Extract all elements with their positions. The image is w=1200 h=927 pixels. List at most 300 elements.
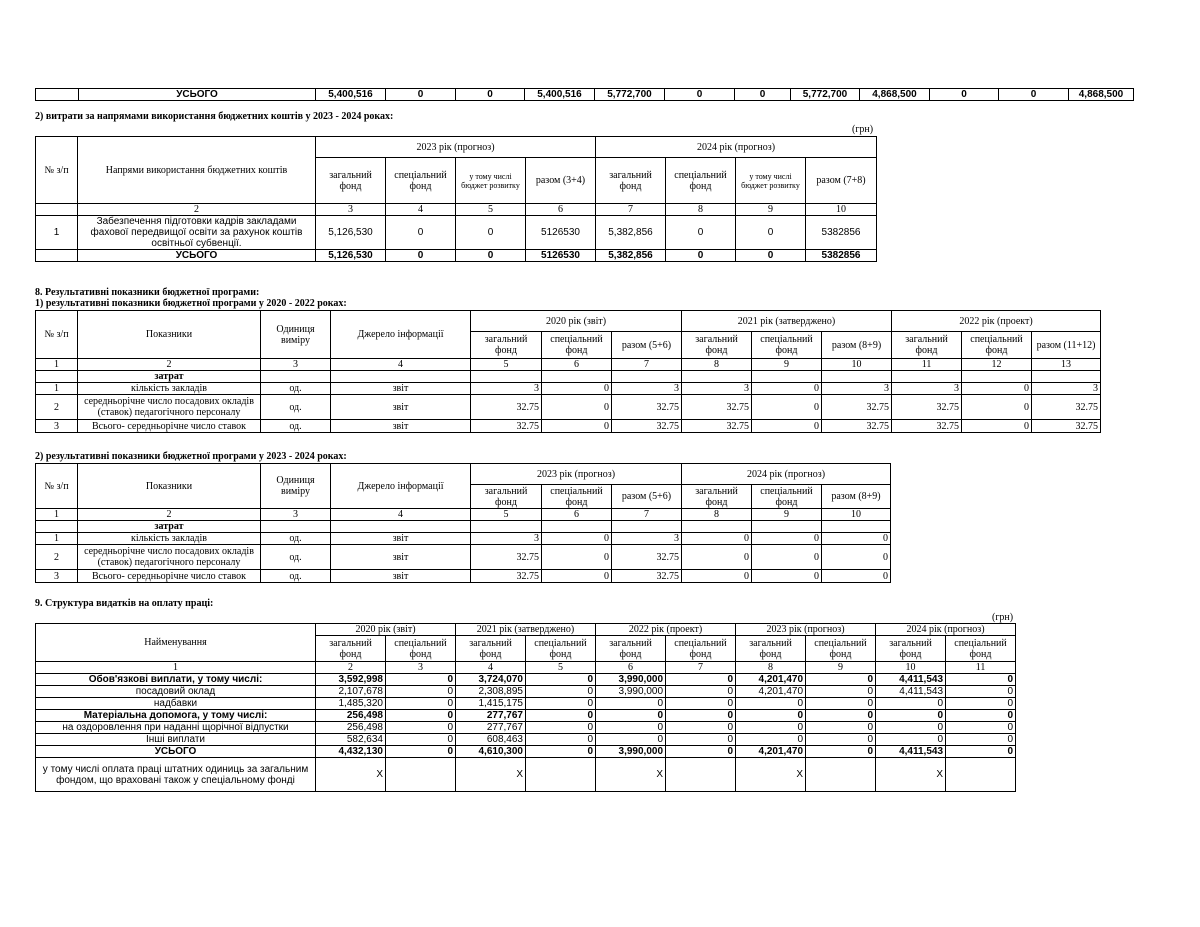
value-cell: 0: [876, 722, 946, 734]
value-cell: 0: [962, 420, 1032, 433]
value-cell: 5,772,700: [595, 89, 665, 101]
total-label: УСЬОГО: [78, 250, 316, 262]
value-cell: 32.75: [1032, 395, 1101, 420]
x-mark: X: [876, 758, 946, 792]
value-cell: 0: [542, 395, 612, 420]
col-number: 2: [78, 204, 316, 216]
value-cell: 0: [596, 710, 666, 722]
value-cell: 0: [962, 383, 1032, 395]
column-numbers-row: [36, 662, 1016, 674]
value-cell: 0: [822, 533, 891, 545]
column-numbers-row: [36, 509, 891, 521]
row-name: кількість закладів: [78, 383, 261, 395]
value-cell: 3: [471, 383, 542, 395]
value-cell: 32.75: [612, 570, 682, 583]
value-cell: 0: [946, 698, 1016, 710]
value-cell: 0: [666, 250, 736, 262]
col-number: 8: [682, 359, 752, 371]
sub-header: разом (3+4): [526, 158, 596, 204]
value-cell: 3: [612, 383, 682, 395]
sub-header: разом (7+8): [806, 158, 877, 204]
year-header: 2020 рік (звіт): [316, 624, 456, 636]
col-number: 7: [596, 204, 666, 216]
table-row: [36, 420, 1101, 433]
group-label: затрат: [78, 521, 261, 533]
value-cell: 5,772,700: [791, 89, 860, 101]
col-number: 4: [331, 509, 471, 521]
table-row: [36, 216, 877, 250]
value-cell: 0: [876, 698, 946, 710]
value-cell: 4,411,543: [876, 686, 946, 698]
col-number: 3: [386, 662, 456, 674]
value-cell: 0: [386, 686, 456, 698]
col-number: 3: [316, 204, 386, 216]
value-cell: 3: [612, 533, 682, 545]
row-num: 3: [36, 420, 78, 433]
value-cell: 0: [456, 89, 525, 101]
year-header: 2022 рік (проект): [596, 624, 736, 636]
sub-header: спеціальний фонд: [666, 636, 736, 662]
value-cell: 0: [946, 686, 1016, 698]
sub-header: загальний фонд: [316, 636, 386, 662]
value-cell: 4,610,300: [456, 746, 526, 758]
col-number: 6: [542, 509, 612, 521]
col-number: 6: [596, 662, 666, 674]
sub-header: спеціальний фонд: [386, 636, 456, 662]
currency-unit: (грн): [852, 124, 874, 135]
section-subheading: 1) результативні показники бюджетної програми у 2020 - 2022 роках:: [35, 298, 347, 309]
sub-header: загальний фонд: [471, 332, 542, 359]
value-cell: 256,498: [316, 710, 386, 722]
indicators-2023-2024-table: [35, 463, 891, 583]
value-cell: 5,400,516: [525, 89, 595, 101]
value-cell: 0: [752, 533, 822, 545]
value-cell: 1,415,175: [456, 698, 526, 710]
total-label: УСЬОГО: [36, 746, 316, 758]
value-cell: 3,724,070: [456, 674, 526, 686]
table-row: [36, 758, 1016, 792]
value-cell: 0: [666, 710, 736, 722]
value-cell: 2,107,678: [316, 686, 386, 698]
row-source: звіт: [331, 570, 471, 583]
year-header: 2021 рік (затверджено): [456, 624, 596, 636]
col-header-num: № з/п: [36, 464, 78, 509]
x-mark: X: [596, 758, 666, 792]
value-cell: 0: [752, 383, 822, 395]
value-cell: 0: [596, 722, 666, 734]
value-cell: 0: [386, 734, 456, 746]
value-cell: 0: [526, 674, 596, 686]
value-cell: 0: [666, 216, 736, 250]
sub-header: спеціальний фонд: [542, 332, 612, 359]
row-source: звіт: [331, 545, 471, 570]
value-cell: 0: [666, 734, 736, 746]
col-number: 7: [612, 359, 682, 371]
value-cell: 2,308,895: [456, 686, 526, 698]
table-row: [36, 383, 1101, 395]
value-cell: 0: [736, 698, 806, 710]
sub-header: загальний фонд: [456, 636, 526, 662]
sub-header: загальний фонд: [471, 485, 542, 509]
section-subheading: 2) результативні показники бюджетної програми у 2023 - 2024 роках:: [35, 451, 347, 462]
col-number: 1: [36, 509, 78, 521]
value-cell: 0: [386, 698, 456, 710]
sub-header: спеціальний фонд: [526, 636, 596, 662]
row-name: Всього- середньорічне число ставок: [78, 570, 261, 583]
sub-header: загальний фонд: [736, 636, 806, 662]
top-total-row: [36, 89, 1134, 101]
row-source: звіт: [331, 420, 471, 433]
col-number: 5: [471, 509, 542, 521]
value-cell: 0: [666, 722, 736, 734]
value-cell: 0: [946, 734, 1016, 746]
value-cell: 32.75: [822, 420, 892, 433]
value-cell: 32.75: [612, 395, 682, 420]
sub-header: загальний фонд: [682, 485, 752, 509]
col-number: 3: [261, 509, 331, 521]
value-cell: 5,382,856: [596, 250, 666, 262]
value-cell: 32.75: [471, 570, 542, 583]
value-cell: 0: [526, 698, 596, 710]
value-cell: 0: [806, 686, 876, 698]
value-cell: 5,126,530: [316, 216, 386, 250]
table-row: [36, 710, 1016, 722]
value-cell: 0: [386, 722, 456, 734]
col-number: 5: [471, 359, 542, 371]
col-number: 4: [331, 359, 471, 371]
col-header-source: Джерело інформації: [331, 464, 471, 509]
value-cell: 0: [736, 710, 806, 722]
year-header: 2024 рік (прогноз): [682, 464, 891, 485]
value-cell: 0: [665, 89, 735, 101]
sub-header: загальний фонд: [316, 158, 386, 204]
row-source: звіт: [331, 533, 471, 545]
section-heading: 2) витрати за напрямами використання бюджетних коштів у 2023 - 2024 роках:: [35, 111, 394, 122]
col-number: 11: [892, 359, 962, 371]
indicators-2020-2022-table: [35, 310, 1101, 433]
row-num: 1: [36, 216, 78, 250]
sub-header: разом (8+9): [822, 332, 892, 359]
value-cell: 0: [526, 686, 596, 698]
value-cell: 0: [806, 734, 876, 746]
sub-header: спеціальний фонд: [946, 636, 1016, 662]
year-header: 2020 рік (звіт): [471, 311, 682, 332]
value-cell: 0: [596, 698, 666, 710]
value-cell: 256,498: [316, 722, 386, 734]
value-cell: 0: [682, 533, 752, 545]
col-number: 11: [946, 662, 1016, 674]
section-heading: 8. Результативні показники бюджетної програми:: [35, 287, 260, 298]
row-name: посадовий оклад: [36, 686, 316, 698]
value-cell: 0: [386, 216, 456, 250]
x-mark: X: [456, 758, 526, 792]
value-cell: 0: [930, 89, 999, 101]
col-header-unit: Одиниця виміру: [261, 311, 331, 359]
row-name: у тому числі оплата праці штатних одиниць за загальним фондом, що враховані також у спеціальному фонді: [36, 758, 316, 792]
value-cell: 32.75: [1032, 420, 1101, 433]
value-cell: 0: [806, 746, 876, 758]
sub-header: разом (8+9): [822, 485, 891, 509]
sub-header: спеціальний фонд: [752, 332, 822, 359]
col-number: 5: [526, 662, 596, 674]
value-cell: 0: [526, 710, 596, 722]
sub-header: загальний фонд: [596, 158, 666, 204]
value-cell: 32.75: [612, 420, 682, 433]
value-cell: 0: [822, 545, 891, 570]
value-cell: 0: [542, 570, 612, 583]
col-number: 10: [822, 509, 891, 521]
value-cell: 4,201,470: [736, 674, 806, 686]
value-cell: 0: [456, 216, 526, 250]
value-cell: 0: [806, 722, 876, 734]
col-number: 2: [316, 662, 386, 674]
value-cell: 4,201,470: [736, 746, 806, 758]
row-unit: од.: [261, 395, 331, 420]
value-cell: 3: [892, 383, 962, 395]
value-cell: 32.75: [612, 545, 682, 570]
value-cell: 32.75: [471, 420, 542, 433]
col-header-name: Найменування: [36, 624, 316, 662]
sub-header: загальний фонд: [596, 636, 666, 662]
value-cell: 3,592,998: [316, 674, 386, 686]
group-row: [36, 371, 1101, 383]
value-cell: 3,990,000: [596, 674, 666, 686]
table-row: [36, 545, 891, 570]
value-cell: 5126530: [526, 216, 596, 250]
section-heading: 9. Структура видатків на оплату праці:: [35, 598, 214, 609]
value-cell: 0: [822, 570, 891, 583]
value-cell: 0: [946, 746, 1016, 758]
row-name: середньорічне число посадових окладів (ставок) педагогічного персоналу: [78, 395, 261, 420]
value-cell: 5382856: [806, 216, 877, 250]
row-num: 2: [36, 395, 78, 420]
col-number: 6: [542, 359, 612, 371]
row-num: 1: [36, 383, 78, 395]
value-cell: 0: [752, 395, 822, 420]
total-label: УСЬОГО: [79, 89, 316, 101]
col-number: 9: [736, 204, 806, 216]
year-header: 2024 рік (прогноз): [876, 624, 1016, 636]
value-cell: 582,634: [316, 734, 386, 746]
value-cell: 0: [736, 722, 806, 734]
value-cell: 0: [946, 710, 1016, 722]
row-unit: од.: [261, 420, 331, 433]
col-header-indicator: Показники: [78, 464, 261, 509]
col-number: 6: [526, 204, 596, 216]
col-header-indicator: Показники: [78, 311, 261, 359]
value-cell: 0: [736, 734, 806, 746]
value-cell: 5382856: [806, 250, 877, 262]
value-cell: 0: [946, 722, 1016, 734]
x-mark: X: [316, 758, 386, 792]
col-number: 10: [806, 204, 877, 216]
row-source: звіт: [331, 383, 471, 395]
row-name: надбавки: [36, 698, 316, 710]
row-name: Матеріальна допомога, у тому числі:: [36, 710, 316, 722]
col-number: 5: [456, 204, 526, 216]
currency-unit: (грн): [992, 612, 1014, 623]
value-cell: 0: [736, 250, 806, 262]
sub-header: разом (5+6): [612, 332, 682, 359]
col-number: 10: [876, 662, 946, 674]
sub-header: спеціальний фонд: [386, 158, 456, 204]
value-cell: 32.75: [682, 395, 752, 420]
value-cell: 0: [806, 710, 876, 722]
year-header: 2023 рік (прогноз): [736, 624, 876, 636]
value-cell: 0: [526, 746, 596, 758]
value-cell: 1,485,320: [316, 698, 386, 710]
col-number: 4: [386, 204, 456, 216]
salary-structure-table: [35, 623, 1016, 792]
value-cell: 0: [542, 383, 612, 395]
row-unit: од.: [261, 383, 331, 395]
row-num: 1: [36, 533, 78, 545]
sub-header: спеціальний фонд: [806, 636, 876, 662]
value-cell: 0: [999, 89, 1069, 101]
group-label: затрат: [78, 371, 261, 383]
table-row: [36, 698, 1016, 710]
row-source: звіт: [331, 395, 471, 420]
value-cell: 0: [736, 216, 806, 250]
sub-header: разом (5+6): [612, 485, 682, 509]
table-row: [36, 533, 891, 545]
col-number: 7: [612, 509, 682, 521]
value-cell: 4,411,543: [876, 746, 946, 758]
value-cell: 5,400,516: [316, 89, 386, 101]
value-cell: 4,201,470: [736, 686, 806, 698]
value-cell: 32.75: [822, 395, 892, 420]
value-cell: 0: [666, 674, 736, 686]
col-number: 9: [806, 662, 876, 674]
value-cell: 608,463: [456, 734, 526, 746]
row-name: Всього- середньорічне число ставок: [78, 420, 261, 433]
value-cell: 0: [876, 734, 946, 746]
table-row: [36, 570, 891, 583]
value-cell: 3: [1032, 383, 1101, 395]
total-row: [36, 746, 1016, 758]
year-header: 2024 рік (прогноз): [596, 137, 877, 158]
row-name: Забезпечення підготовки кадрів закладами фахової передвищої освіти за рахунок коштів освітньої субвенції.: [78, 216, 316, 250]
row-name: кількість закладів: [78, 533, 261, 545]
value-cell: 5,382,856: [596, 216, 666, 250]
year-header: 2023 рік (прогноз): [316, 137, 596, 158]
col-number: 8: [682, 509, 752, 521]
col-number: 2: [78, 359, 261, 371]
col-number: 8: [666, 204, 736, 216]
col-number: 10: [822, 359, 892, 371]
table-row: [36, 395, 1101, 420]
value-cell: 0: [682, 570, 752, 583]
value-cell: 0: [386, 710, 456, 722]
value-cell: 0: [386, 746, 456, 758]
value-cell: 0: [386, 89, 456, 101]
row-name: Обов'язкові виплати, у тому числі:: [36, 674, 316, 686]
row-name: на оздоровлення при наданні щорічної відпустки: [36, 722, 316, 734]
row-num: 2: [36, 545, 78, 570]
col-number: 7: [666, 662, 736, 674]
col-number: 13: [1032, 359, 1101, 371]
row-num: 3: [36, 570, 78, 583]
value-cell: 0: [526, 734, 596, 746]
value-cell: 0: [876, 710, 946, 722]
value-cell: 0: [806, 698, 876, 710]
col-number: 12: [962, 359, 1032, 371]
value-cell: 4,411,543: [876, 674, 946, 686]
value-cell: 0: [526, 722, 596, 734]
col-number: 1: [36, 359, 78, 371]
row-unit: од.: [261, 533, 331, 545]
col-number: 4: [456, 662, 526, 674]
value-cell: 0: [806, 674, 876, 686]
value-cell: 0: [946, 674, 1016, 686]
year-header: 2022 рік (проект): [892, 311, 1101, 332]
col-number: 3: [261, 359, 331, 371]
group-row: [36, 521, 891, 533]
sub-header: спеціальний фонд: [752, 485, 822, 509]
value-cell: 0: [752, 420, 822, 433]
value-cell: 0: [596, 734, 666, 746]
value-cell: 4,868,500: [860, 89, 930, 101]
total-row: [36, 250, 877, 262]
value-cell: 0: [386, 250, 456, 262]
col-number: 2: [78, 509, 261, 521]
year-header: 2023 рік (прогноз): [471, 464, 682, 485]
value-cell: 3,990,000: [596, 686, 666, 698]
col-number: 9: [752, 359, 822, 371]
sub-header: спеціальний фонд: [962, 332, 1032, 359]
value-cell: 5,126,530: [316, 250, 386, 262]
value-cell: 32.75: [892, 395, 962, 420]
value-cell: 0: [456, 250, 526, 262]
sub-header: загальний фонд: [892, 332, 962, 359]
col-header-source: Джерело інформації: [331, 311, 471, 359]
col-number: 9: [752, 509, 822, 521]
value-cell: 0: [682, 545, 752, 570]
value-cell: 32.75: [471, 545, 542, 570]
sub-header: спеціальний фонд: [542, 485, 612, 509]
row-name: Інші виплати: [36, 734, 316, 746]
value-cell: 3: [682, 383, 752, 395]
value-cell: 277,767: [456, 722, 526, 734]
col-header-num: № з/п: [36, 137, 78, 204]
sub-header: загальний фонд: [876, 636, 946, 662]
value-cell: 0: [752, 570, 822, 583]
value-cell: 277,767: [456, 710, 526, 722]
value-cell: 32.75: [682, 420, 752, 433]
value-cell: 0: [666, 698, 736, 710]
value-cell: 3: [822, 383, 892, 395]
value-cell: 4,868,500: [1069, 89, 1134, 101]
value-cell: 0: [735, 89, 791, 101]
table-row: [36, 734, 1016, 746]
expenses-directions-table: [35, 136, 877, 262]
value-cell: 0: [542, 545, 612, 570]
value-cell: 4,432,130: [316, 746, 386, 758]
col-number: 1: [36, 662, 316, 674]
table-row: [36, 686, 1016, 698]
col-header-unit: Одиниця виміру: [261, 464, 331, 509]
column-numbers-row: [36, 359, 1101, 371]
value-cell: 3: [471, 533, 542, 545]
x-mark: X: [736, 758, 806, 792]
value-cell: 0: [666, 746, 736, 758]
table-row: [36, 674, 1016, 686]
value-cell: 0: [962, 395, 1032, 420]
row-name: середньорічне число посадових окладів (ставок) педагогічного персоналу: [78, 545, 261, 570]
table-row: [36, 722, 1016, 734]
sub-header: загальний фонд: [682, 332, 752, 359]
sub-header: спеціальний фонд: [666, 158, 736, 204]
